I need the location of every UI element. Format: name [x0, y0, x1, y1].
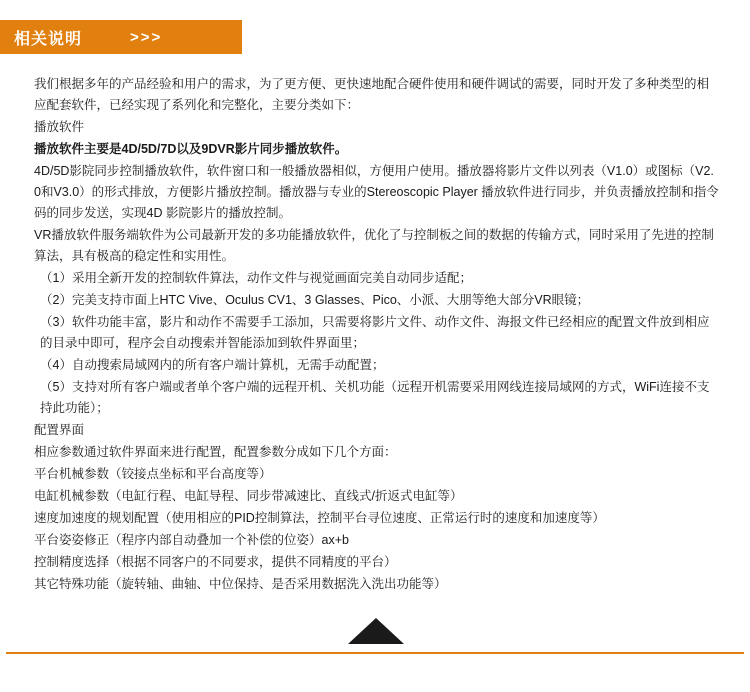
footer-divider: [6, 652, 744, 654]
chevron-arrows-icon: >>>: [130, 28, 163, 46]
paragraph: 速度加速度的规划配置（使用相应的PID控制算法，控制平台寻位速度、正常运行时的速度和加速度等）: [34, 511, 605, 525]
paragraph: 电缸机械参数（电缸行程、电缸导程、同步带减速比、直线式/折返式电缸等）: [34, 489, 463, 503]
scroll-up-triangle-icon: [348, 618, 404, 644]
list-item: （2）完美支持市面上HTC Vive、Oculus CV1、3 Glasses、Pico、小派、大朋等绝大部分VR眼镜；: [40, 293, 590, 307]
paragraph: 平台机械参数（铰接点坐标和平台高度等）: [34, 467, 272, 481]
paragraph: 相应参数通过软件界面来进行配置，配置参数分成如下几个方面：: [34, 445, 397, 459]
paragraph: 播放软件主要是4D/5D/7D以及9DVR影片同步播放软件。: [34, 142, 348, 156]
list-item: （1）采用全新开发的控制软件算法，动作文件与视觉画面完美自动同步适配；: [40, 271, 472, 285]
paragraph: 配置界面: [34, 423, 85, 437]
paragraph: VR播放软件服务端软件为公司最新开发的多功能播放软件，优化了与控制板之间的数据的传输方式，同时采用了先进的控制算法，具有极高的稳定性和实用性。: [34, 228, 714, 263]
paragraph: 我们根据多年的产品经验和用户的需求，为了更方便、更快速地配合硬件使用和硬件调试的需要，同时开发了多种类型的相应配套软件，已经实现了系列化和完整化，主要分类如下：: [34, 77, 710, 112]
paragraph: 播放软件: [34, 120, 85, 134]
list-item: （3）软件功能丰富，影片和动作不需要手工添加，只需要将影片文件、动作文件、海报文件已经相应的配置文件放到相应的目录中即可，程序会自动搜索并智能添加到软件界面里；: [40, 315, 710, 350]
section-title: 相关说明: [14, 30, 83, 48]
list-item: （4）自动搜索局域网内的所有客户端计算机，无需手动配置；: [40, 358, 385, 372]
list-item: （5）支持对所有客户端或者单个客户端的远程开机、关机功能（远程开机需要采用网线连接局域网的方式，WiFi连接不支持此功能）；: [40, 380, 710, 415]
document-body: [34, 74, 720, 596]
section-header-bar: [0, 20, 242, 54]
paragraph: 控制精度选择（根据不同客户的不同要求，提供不同精度的平台）: [34, 555, 397, 569]
paragraph: 其它特殊功能（旋转轴、曲轴、中位保持、是否采用数据洗入洗出功能等）: [34, 577, 447, 591]
paragraph: 4D/5D影院同步控制播放软件，软件窗口和一般播放器相似，方便用户使用。播放器将影片文件以列表（V1.0）或图标（V2.0和V3.0）的形式排放，方便影片播放控制。播放器与专业的Stereoscopic Player 播放软件进行同步，并负责播放控制和指令码的同步发送，实现4D 影院影片的播放控制。: [34, 164, 719, 220]
paragraph: 平台姿姿修正（程序内部自动叠加一个补偿的位姿）ax+b: [34, 533, 349, 547]
